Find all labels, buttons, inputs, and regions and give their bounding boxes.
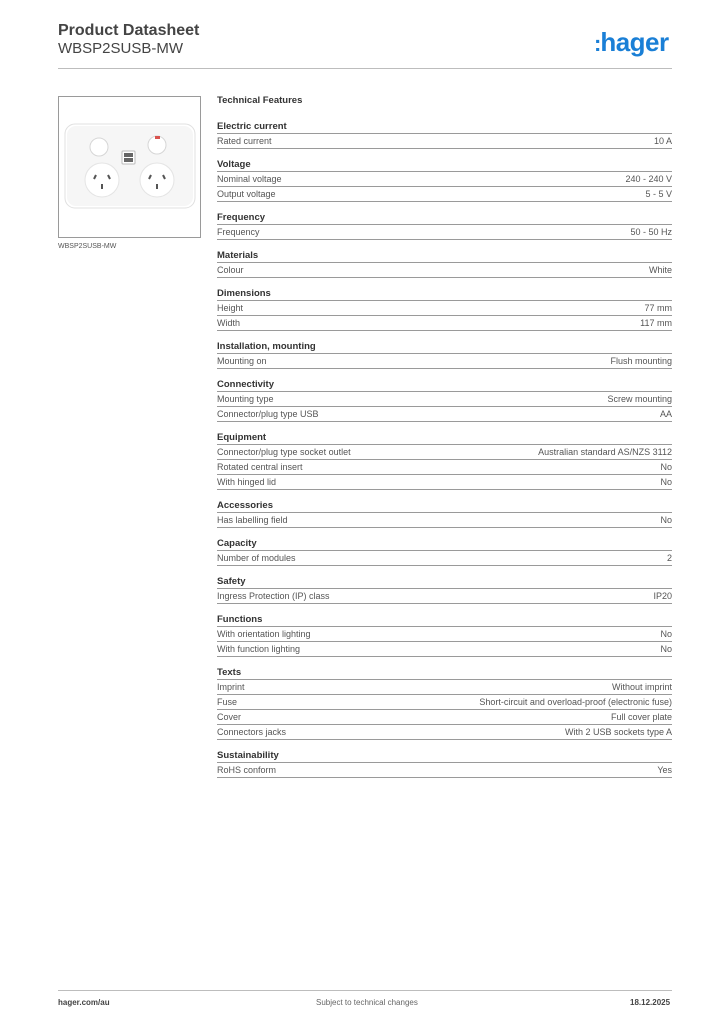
feature-group: [217, 666, 672, 740]
feature-group-title: Dimensions: [217, 287, 672, 301]
feature-label: Rated current: [217, 136, 272, 146]
feature-row: [217, 763, 672, 778]
feature-group: [217, 431, 672, 490]
page-title: Product Datasheet: [58, 22, 200, 39]
feature-value: Flush mounting: [610, 356, 672, 366]
feature-row: [217, 445, 672, 460]
feature-row: [217, 392, 672, 407]
feature-row: [217, 695, 672, 710]
power-outlet-illustration: [59, 97, 200, 237]
feature-label: Colour: [217, 265, 244, 275]
feature-row: [217, 589, 672, 604]
feature-row: [217, 680, 672, 695]
feature-row: [217, 475, 672, 490]
feature-group: [217, 158, 672, 202]
header-divider: [58, 68, 672, 69]
feature-group-title: Electric current: [217, 120, 672, 134]
socket-left-icon: [85, 163, 119, 197]
footer-divider: [58, 990, 672, 991]
feature-value: No: [660, 462, 672, 472]
feature-value: No: [660, 477, 672, 487]
feature-group-title: Functions: [217, 613, 672, 627]
feature-label: Connectors jacks: [217, 727, 287, 737]
footer-notice: Subject to technical changes: [316, 998, 418, 1007]
feature-value: Screw mounting: [607, 394, 672, 404]
feature-value: 77 mm: [644, 303, 672, 313]
feature-label: Cover: [217, 712, 242, 722]
feature-label: Connector/plug type socket outlet: [217, 447, 351, 457]
feature-row: [217, 172, 672, 187]
feature-label: Rotated central insert: [217, 462, 303, 472]
feature-group-title: Safety: [217, 575, 672, 589]
feature-value: No: [660, 629, 672, 639]
feature-group-title: Texts: [217, 666, 672, 680]
feature-label: Has labelling field: [217, 515, 288, 525]
technical-features-title: Technical Features: [217, 95, 303, 106]
feature-label: Mounting type: [217, 394, 274, 404]
feature-group: [217, 613, 672, 657]
feature-value: No: [660, 515, 672, 525]
feature-value: 2: [666, 553, 672, 563]
feature-group-title: Connectivity: [217, 378, 672, 392]
feature-row: [217, 642, 672, 657]
feature-group: [217, 537, 672, 566]
feature-group-title: Equipment: [217, 431, 672, 445]
switch-left-icon: [90, 138, 108, 156]
feature-group: [217, 249, 672, 278]
feature-row: [217, 627, 672, 642]
feature-value: Without imprint: [611, 682, 672, 692]
feature-label: Mounting on: [217, 356, 267, 366]
footer-website: hager.com/au: [58, 998, 110, 1007]
feature-label: Height: [217, 303, 244, 313]
product-code: WBSP2SUSB-MW: [58, 40, 184, 57]
feature-group-title: Voltage: [217, 158, 672, 172]
feature-label: Output voltage: [217, 189, 276, 199]
feature-row: [217, 187, 672, 202]
brand-logo: :hager: [594, 27, 669, 57]
feature-row: [217, 301, 672, 316]
feature-group-title: Installation, mounting: [217, 340, 672, 354]
feature-value: AA: [659, 409, 672, 419]
brand-name: hager: [600, 27, 669, 57]
feature-group-title: Materials: [217, 249, 672, 263]
feature-group: [217, 287, 672, 331]
feature-group-title: Capacity: [217, 537, 672, 551]
indicator-icon: [155, 136, 160, 139]
feature-value: With 2 USB sockets type A: [564, 727, 672, 737]
feature-label: Fuse: [217, 697, 238, 707]
feature-row: [217, 263, 672, 278]
image-caption: WBSP2SUSB-MW: [58, 243, 117, 250]
feature-row: [217, 725, 672, 740]
feature-group: [217, 749, 672, 778]
feature-group-title: Frequency: [217, 211, 672, 225]
feature-value: Short-circuit and overload-proof (electronic fuse): [479, 697, 672, 707]
technical-features: [217, 95, 672, 787]
feature-group: [217, 499, 672, 528]
feature-row: [217, 513, 672, 528]
feature-row: [217, 134, 672, 149]
feature-label: Ingress Protection (IP) class: [217, 591, 330, 601]
feature-row: [217, 710, 672, 725]
feature-label: Width: [217, 318, 241, 328]
feature-group-title: Accessories: [217, 499, 672, 513]
feature-group: [217, 120, 672, 149]
feature-label: Frequency: [217, 227, 260, 237]
feature-label: With function lighting: [217, 644, 301, 654]
feature-row: [217, 225, 672, 240]
socket-right-icon: [140, 163, 174, 197]
feature-row: [217, 460, 672, 475]
feature-groups: [217, 120, 672, 778]
feature-group: [217, 211, 672, 240]
feature-label: Nominal voltage: [217, 174, 282, 184]
feature-value: Yes: [657, 765, 672, 775]
feature-label: Number of modules: [217, 553, 296, 563]
feature-value: 50 - 50 Hz: [630, 227, 672, 237]
footer-date: 18.12.2025: [630, 998, 671, 1007]
feature-group: [217, 378, 672, 422]
feature-value: White: [648, 265, 672, 275]
feature-value: 117 mm: [640, 318, 672, 328]
feature-label: Connector/plug type USB: [217, 409, 319, 419]
feature-label: With hinged lid: [217, 477, 277, 487]
feature-value: 5 - 5 V: [645, 189, 672, 199]
feature-value: 10 A: [653, 136, 672, 146]
feature-value: No: [660, 644, 672, 654]
feature-row: [217, 354, 672, 369]
feature-group: [217, 340, 672, 369]
product-image: [58, 96, 201, 238]
feature-row: [217, 407, 672, 422]
feature-group-title: Sustainability: [217, 749, 672, 763]
feature-label: With orientation lighting: [217, 629, 311, 639]
feature-value: Australian standard AS/NZS 3112: [538, 447, 672, 457]
feature-row: [217, 551, 672, 566]
feature-row: [217, 316, 672, 331]
feature-value: IP20: [653, 591, 672, 601]
feature-label: Imprint: [217, 682, 245, 692]
feature-label: RoHS conform: [217, 765, 277, 775]
feature-group: [217, 575, 672, 604]
usb-ports-icon: [122, 151, 135, 164]
feature-value: Full cover plate: [610, 712, 672, 722]
feature-value: 240 - 240 V: [625, 174, 672, 184]
